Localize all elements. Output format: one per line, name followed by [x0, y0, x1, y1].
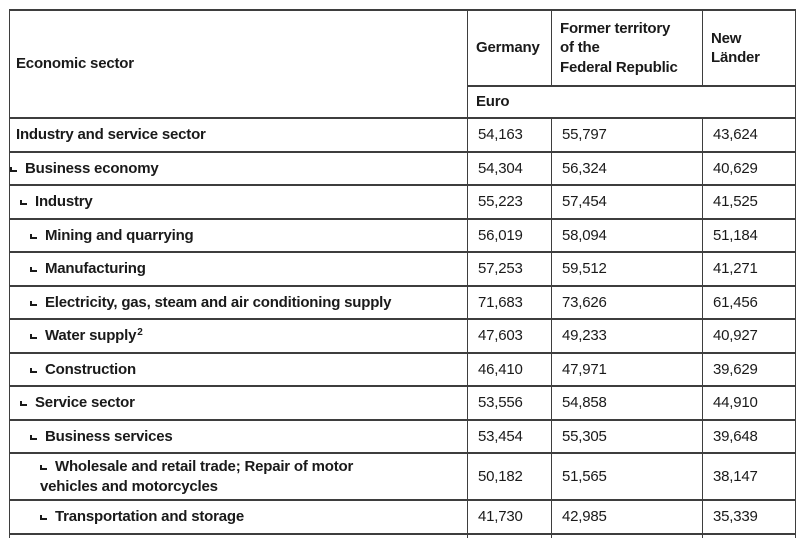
value-cell-germany: 41,730 [468, 500, 552, 534]
col-header-new-laender: New Länder [703, 10, 796, 86]
col-header-former-territory: Former territory of the Federal Republic [552, 10, 703, 86]
hierarchy-corner-icon [30, 435, 37, 440]
value-cell-germany: 50,182 [468, 453, 552, 500]
table-row [10, 219, 796, 253]
value-cell-germany: 54,163 [468, 118, 552, 152]
value-cell-new-laender: 35,339 [703, 500, 796, 534]
earnings-table [9, 9, 796, 538]
sector-cell [10, 353, 468, 387]
hierarchy-corner-icon [30, 234, 37, 239]
empty-cell [10, 534, 468, 538]
value-cell-germany: 71,683 [468, 286, 552, 320]
sector-label: Business services [45, 427, 173, 445]
value-cell-new-laender: 38,147 [703, 453, 796, 500]
value-cell-germany: 46,410 [468, 353, 552, 387]
unit-header-euro: Euro [468, 86, 796, 118]
sector-cell [10, 453, 468, 500]
value-cell-former-territory: 73,626 [552, 286, 703, 320]
table-header [10, 10, 796, 118]
value-cell-former-territory: 55,305 [552, 420, 703, 454]
table-row [10, 286, 796, 320]
table-row [10, 252, 796, 286]
value-cell-germany: 47,603 [468, 319, 552, 353]
partial-next-row [10, 534, 796, 538]
sector-cell [10, 152, 468, 186]
empty-cell [552, 534, 703, 538]
sector-cell [10, 286, 468, 320]
value-cell-former-territory: 59,512 [552, 252, 703, 286]
value-cell-new-laender: 39,648 [703, 420, 796, 454]
value-cell-germany: 53,454 [468, 420, 552, 454]
table-row [10, 353, 796, 387]
hierarchy-corner-icon [40, 465, 47, 470]
value-cell-former-territory: 54,858 [552, 386, 703, 420]
empty-cell [703, 534, 796, 538]
value-cell-former-territory: 42,985 [552, 500, 703, 534]
value-cell-former-territory: 47,971 [552, 353, 703, 387]
sector-label: Transportation and storage [55, 508, 244, 525]
table-row [10, 420, 796, 454]
hierarchy-corner-icon [30, 368, 37, 373]
value-cell-germany: 56,019 [468, 219, 552, 253]
sector-label: Service sector [35, 394, 135, 411]
hierarchy-corner-icon [40, 515, 47, 520]
table-row [10, 319, 796, 353]
value-cell-former-territory: 51,565 [552, 453, 703, 500]
sector-label: Business economy [25, 159, 159, 177]
table-row [10, 386, 796, 420]
sector-label: Manufacturing [45, 260, 146, 277]
hierarchy-corner-icon [30, 267, 37, 272]
value-cell-former-territory: 49,233 [552, 319, 703, 353]
sector-cell [10, 252, 468, 286]
value-cell-former-territory: 55,797 [552, 118, 703, 152]
hierarchy-corner-icon [30, 334, 37, 339]
value-cell-new-laender: 39,629 [703, 353, 796, 387]
value-cell-new-laender: 43,624 [703, 118, 796, 152]
value-cell-new-laender: 44,910 [703, 386, 796, 420]
sector-cell [10, 420, 468, 454]
table-row [10, 152, 796, 186]
sector-cell [10, 118, 468, 152]
table-row [10, 118, 796, 152]
sector-label: Water supply$^2$ [45, 327, 143, 344]
sector-cell [10, 500, 468, 534]
value-cell-former-territory: 56,324 [552, 152, 703, 186]
hierarchy-corner-icon [20, 401, 27, 406]
value-cell-germany: 53,556 [468, 386, 552, 420]
sector-cell [10, 185, 468, 219]
empty-cell [468, 534, 552, 538]
value-cell-new-laender: 41,525 [703, 185, 796, 219]
hierarchy-corner-icon [10, 167, 17, 172]
value-cell-new-laender: 61,456 [703, 286, 796, 320]
sector-label: Electricity, gas, steam and air conditioning supply [45, 293, 392, 311]
table-body [10, 118, 796, 534]
col-header-economic-sector: Economic sector [10, 10, 468, 118]
sector-label: Mining and quarrying [45, 226, 194, 244]
value-cell-new-laender: 51,184 [703, 219, 796, 253]
value-cell-germany: 54,304 [468, 152, 552, 186]
sector-label: Industry [35, 193, 93, 210]
sector-label: Construction [45, 360, 136, 378]
sector-label: Wholesale and retail trade; Repair of motor vehicles and motorcycles [40, 458, 354, 495]
value-cell-former-territory: 57,454 [552, 185, 703, 219]
hierarchy-corner-icon [20, 200, 27, 205]
table-row [10, 185, 796, 219]
value-cell-new-laender: 40,927 [703, 319, 796, 353]
value-cell-germany: 57,253 [468, 252, 552, 286]
sector-cell [10, 219, 468, 253]
header-row [10, 10, 796, 86]
value-cell-germany: 55,223 [468, 185, 552, 219]
hierarchy-corner-icon [30, 301, 37, 306]
value-cell-new-laender: 41,271 [703, 252, 796, 286]
table-row [10, 500, 796, 534]
value-cell-new-laender: 40,629 [703, 152, 796, 186]
table-row [10, 453, 796, 500]
col-header-germany: Germany [468, 10, 552, 86]
sector-cell [10, 386, 468, 420]
value-cell-former-territory: 58,094 [552, 219, 703, 253]
sector-cell [10, 319, 468, 353]
table-foot [10, 534, 796, 538]
sector-label: Industry and service sector [16, 126, 206, 143]
